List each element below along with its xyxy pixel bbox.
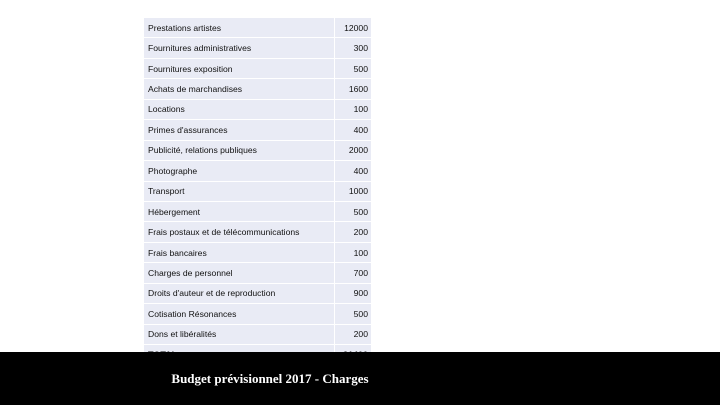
row-label: Photographe <box>144 161 335 181</box>
row-amount: 2000 <box>335 140 372 160</box>
table-row <box>144 304 371 324</box>
row-label: Achats de marchandises <box>144 79 335 99</box>
row-label: Publicité, relations publiques <box>144 140 335 160</box>
row-label: Cotisation Résonances <box>144 304 335 324</box>
row-label: Hébergement <box>144 201 335 221</box>
table-row <box>144 222 371 242</box>
row-label: Locations <box>144 99 335 119</box>
row-amount: 500 <box>335 201 372 221</box>
row-label: Frais bancaires <box>144 242 335 262</box>
row-amount: 300 <box>335 38 372 58</box>
row-amount: 1000 <box>335 181 372 201</box>
table-row <box>144 242 371 262</box>
row-amount: 500 <box>335 304 372 324</box>
table-row <box>144 120 371 140</box>
row-amount: 500 <box>335 58 372 78</box>
table-row <box>144 263 371 283</box>
table-row <box>144 58 371 78</box>
row-label: Charges de personnel <box>144 263 335 283</box>
row-amount: 400 <box>335 120 372 140</box>
table-row <box>144 140 371 160</box>
table-row <box>144 38 371 58</box>
row-amount: 900 <box>335 283 372 303</box>
row-amount: 1600 <box>335 79 372 99</box>
row-amount: 700 <box>335 263 372 283</box>
table-row <box>144 161 371 181</box>
row-amount: 100 <box>335 242 372 262</box>
table-row <box>144 79 371 99</box>
table-row <box>144 201 371 221</box>
table-row <box>144 283 371 303</box>
caption-title: Budget prévisionnel 2017 - Charges <box>171 371 369 386</box>
row-label: Primes d'assurances <box>144 120 335 140</box>
row-label: Fournitures administratives <box>144 38 335 58</box>
row-label: Fournitures exposition <box>144 58 335 78</box>
table-row <box>144 18 371 38</box>
table-row <box>144 181 371 201</box>
row-amount: 400 <box>335 161 372 181</box>
row-amount: 12000 <box>335 18 372 38</box>
row-amount: 200 <box>335 222 372 242</box>
table-row <box>144 99 371 119</box>
row-label: Droits d'auteur et de reproduction <box>144 283 335 303</box>
row-label: Dons et libéralités <box>144 324 335 344</box>
table-row <box>144 324 371 344</box>
row-label: Frais postaux et de télécommunications <box>144 222 335 242</box>
row-label: Transport <box>144 181 335 201</box>
budget-table <box>144 18 371 364</box>
row-amount: 200 <box>335 324 372 344</box>
caption-bar <box>0 352 720 405</box>
row-amount: 100 <box>335 99 372 119</box>
row-label: Prestations artistes <box>144 18 335 38</box>
